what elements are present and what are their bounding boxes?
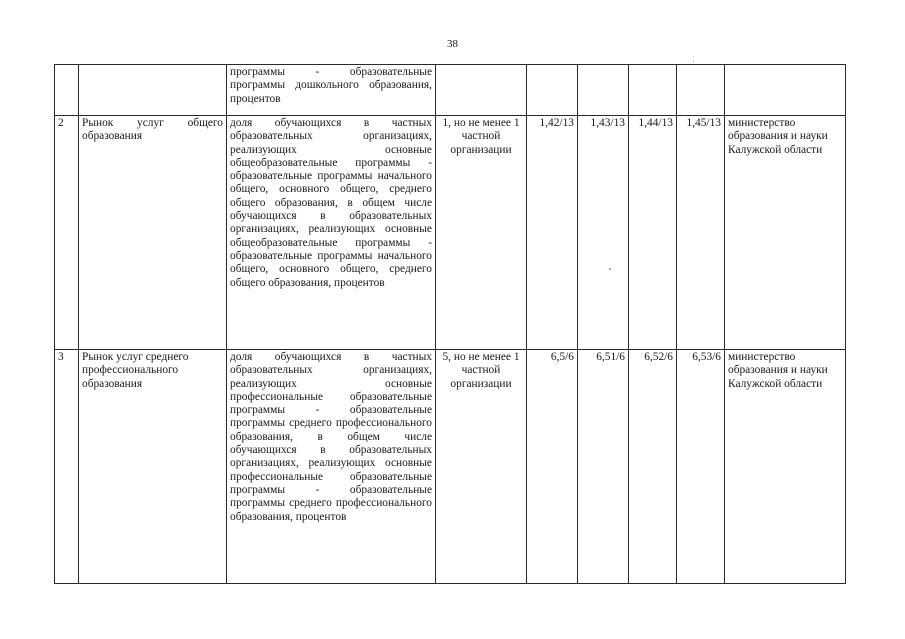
scan-speck: [609, 268, 611, 270]
table-row: [55, 116, 846, 350]
responsible-cell: [725, 65, 846, 116]
responsible-cell: министерство образования и науки Калужской области: [725, 116, 846, 350]
page-number: 38: [447, 38, 458, 50]
market-cell: [79, 65, 227, 116]
row-number: [55, 65, 79, 116]
value-cell-1: 6,5/6: [527, 350, 578, 584]
indicator-cell: доля обучающихся в частных образовательных организациях, реализующих основные профессиональные образовательные программы - образовательные программы среднего профессионального образования, в общем числе обучающихся в образовательных организациях, реализующих основные профессиональные образовательные программы - образовательные программы среднего профессионального образования, процентов: [227, 350, 436, 584]
value-cell-2: 1,43/13: [578, 116, 629, 350]
value-cell-2: [578, 65, 629, 116]
market-cell: Рынок услуг среднего профессионального образования: [79, 350, 227, 584]
row-number: 3: [55, 350, 79, 584]
indicator-cell: доля обучающихся в частных образовательных организациях, реализующих основные общеобразовательные программы - образовательные программы начального общего, основного общего, среднего общего образования, в общем числе обучающихся в образовательных организациях, реализующих основные общеобразовательные программы - образовательные программы начального общего, основного общего, среднего общего образования, процентов: [227, 116, 436, 350]
table-row: [55, 65, 846, 116]
value-cell-3: 6,52/6: [629, 350, 677, 584]
table-row: [55, 350, 846, 584]
market-cell: Рынок услуг общего образования: [79, 116, 227, 350]
value-cell-1: 1,42/13: [527, 116, 578, 350]
responsible-cell: министерство образования и науки Калужской области: [725, 350, 846, 584]
minimum-cell: 1, но не менее 1 частной организации: [436, 116, 527, 350]
scan-speck: [693, 61, 694, 62]
value-cell-4: 1,45/13: [677, 116, 725, 350]
value-cell-1: [527, 65, 578, 116]
value-cell-4: [677, 65, 725, 116]
minimum-cell: 5, но не менее 1 частной организации: [436, 350, 527, 584]
indicator-cell: программы - образовательные программы дошкольного образования, процентов: [227, 65, 436, 116]
value-cell-4: 6,53/6: [677, 350, 725, 584]
minimum-cell: [436, 65, 527, 116]
value-cell-3: 1,44/13: [629, 116, 677, 350]
value-cell-2: 6,51/6: [578, 350, 629, 584]
row-number: 2: [55, 116, 79, 350]
document-table: [54, 64, 846, 584]
value-cell-3: [629, 65, 677, 116]
